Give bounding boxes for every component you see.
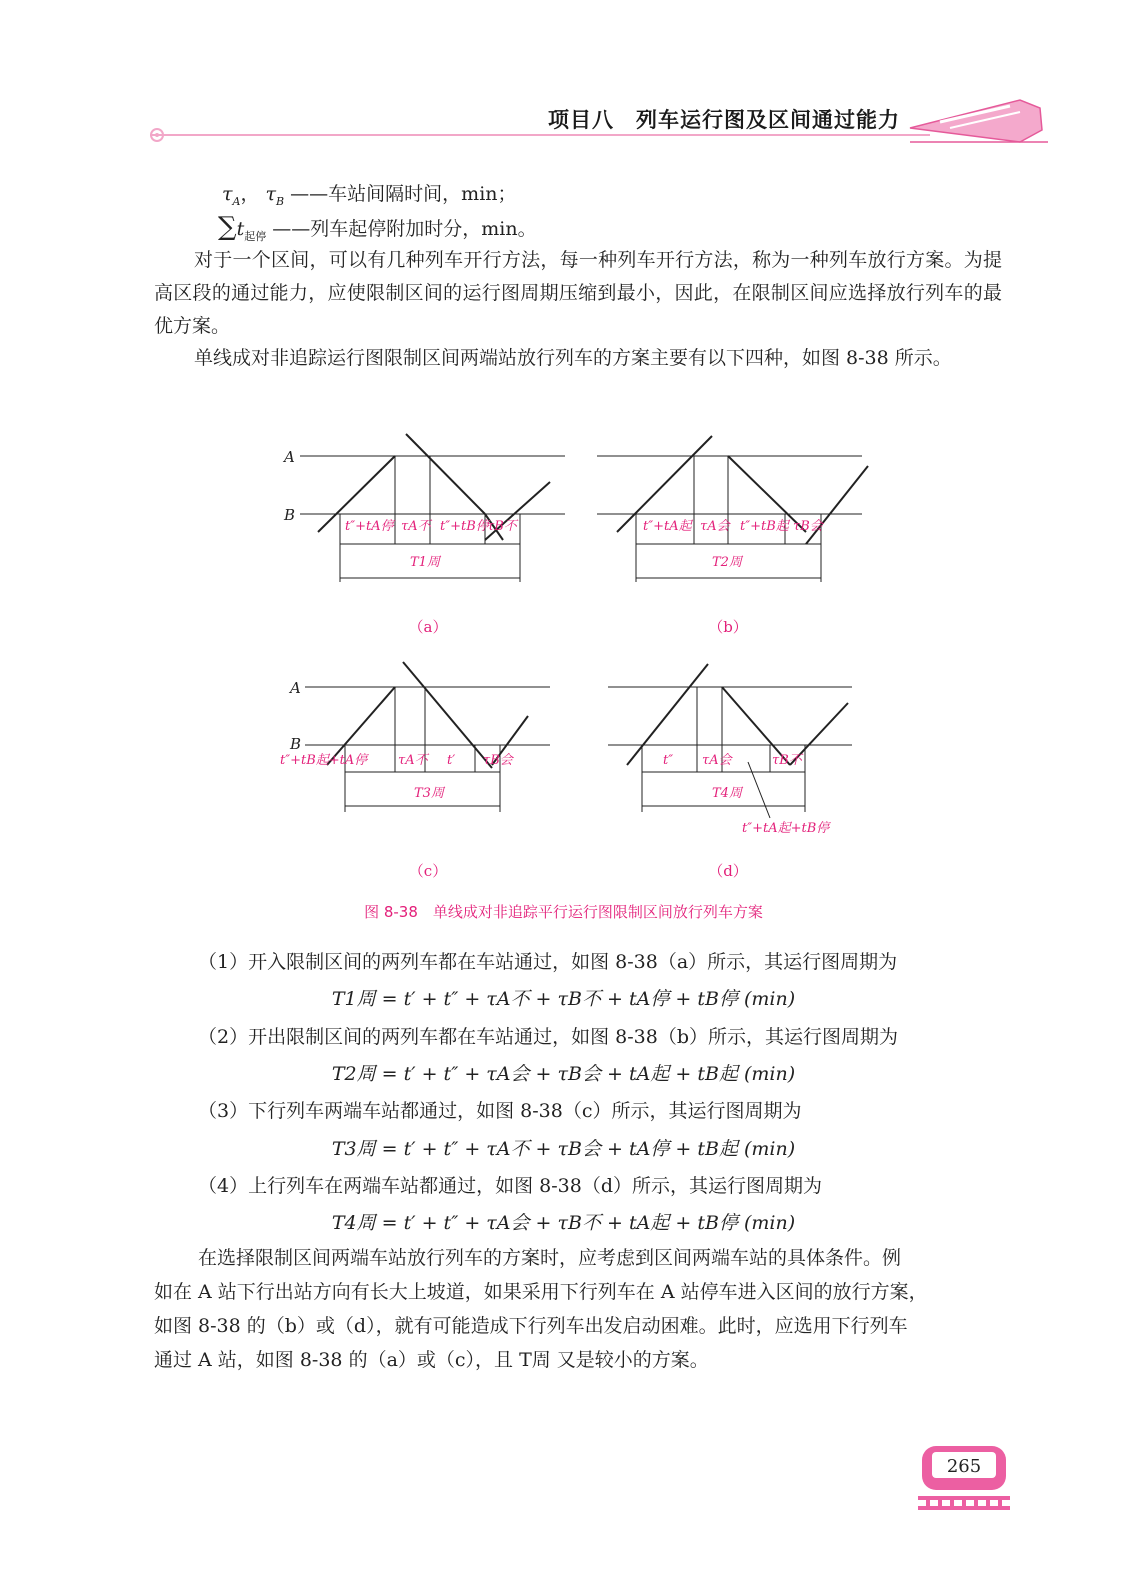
tau-b-symbol: τ — [265, 183, 277, 205]
tau-a-symbol: τ — [222, 183, 233, 205]
panel-b-seg3: t″+tB起 — [740, 519, 789, 534]
panel-d-seg1: t″ — [663, 753, 674, 768]
panel-d-label: （d） — [708, 862, 748, 880]
panel-a-seg2: τA不 — [401, 519, 431, 534]
figure-caption: 图 8-38 单线成对非追踪平行运行图限制区间放行列车方案 — [364, 903, 763, 921]
page-number: 265 — [946, 1456, 982, 1477]
panel-c-seg1: t″+tB起+tA停 — [280, 753, 368, 768]
closing-line-4: 通过 A 站，如图 8-38 的（a）或（c），且 T周 又是较小的方案。 — [154, 1349, 709, 1371]
formula-2: T2周 = t′ + t″ + τA会 + τB会 + tA起 + tB起 (min) — [331, 1063, 796, 1085]
formula-1: T1周 = t′ + t″ + τA不 + τB不 + tA停 + tB停 (min) — [331, 988, 796, 1010]
panel-c-seg3: t′ — [447, 753, 456, 768]
panel-a-seg4: τB不 — [487, 519, 517, 534]
panel-c-label: （c） — [408, 862, 448, 880]
formula-4: T4周 = t′ + t″ + τA会 + τB不 + tA起 + tB停 (min) — [331, 1212, 796, 1234]
panel-d-seg2: τA会 — [702, 753, 732, 768]
panel-b-seg4: τB会 — [793, 519, 823, 534]
closing-line-1: 在选择限制区间两端车站放行列车的方案时，应考虑到区间两端车站的具体条件。例 — [198, 1247, 902, 1269]
panel-c-seg4: τB会 — [483, 753, 513, 768]
panel-a-seg3: t″+tB停 — [440, 519, 489, 534]
t-symbol: t — [236, 218, 245, 240]
case-2: （2）开出限制区间的两列车都在车站通过，如图 8-38（b）所示，其运行图周期为 — [198, 1026, 898, 1048]
paragraph-2: 单线成对非追踪运行图限制区间两端站放行列车的方案主要有以下四种，如图 8-38 所示。 — [194, 347, 952, 369]
panel-c-station-a: A — [290, 679, 301, 697]
panel-b-seg1: t″+tA起 — [643, 519, 692, 534]
panel-b-label: （b） — [708, 618, 748, 636]
panel-a-station-b: B — [284, 506, 296, 524]
panel-b-period: T2周 — [712, 555, 742, 570]
closing-line-3: 如图 8-38 的（b）或（d），就有可能造成下行列车出发启动困难。此时，应选用下行列车 — [154, 1315, 908, 1337]
case-4: （4）上行列车在两端车站都通过，如图 8-38（d）所示，其运行图周期为 — [198, 1175, 822, 1197]
panel-a-label: （a） — [408, 618, 448, 636]
tau-a-subscript: A — [232, 194, 241, 208]
panel-c-period: T3周 — [414, 786, 444, 801]
tau-b-subscript: B — [276, 194, 285, 208]
paragraph-1: 对于一个区间，可以有几种列车开行方法，每一种列车开行方法，称为一种列车放行方案。为提高区段的通过能力，应使限制区间的运行图周期压缩到最小，因此，在限制区间应选择放行列车的最优方案。 — [154, 249, 1002, 337]
panel-d-seg4: t″+tA起+tB停 — [742, 821, 830, 836]
panel-a-seg1: t″+tA停 — [345, 519, 394, 534]
closing-line-2: 如在 A 站下行出站方向有长大上坡道，如果采用下行列车在 A 站停车进入区间的放行方案， — [154, 1281, 928, 1303]
panel-a-period: T1周 — [410, 555, 440, 570]
formula-3: T3周 = t′ + t″ + τA不 + τB会 + tA停 + tB起 (min) — [331, 1138, 796, 1160]
panel-a-station-a: A — [284, 448, 295, 466]
panel-b-seg2: τA会 — [700, 519, 730, 534]
sum-description: ——列车起停附加时分，min。 — [272, 218, 537, 240]
t-subscript: 起停 — [244, 229, 267, 243]
tau-definition: $\tau_A$， $\tau_B$ ——车站间隔时间，min； — [222, 183, 517, 208]
chapter-title: 项目八 列车运行图及区间通过能力 — [548, 108, 900, 132]
panel-d-seg3: τB不 — [772, 753, 802, 768]
panel-c-seg2: τA不 — [398, 753, 428, 768]
page-badge-train-icon — [918, 1438, 1010, 1516]
figure-8-38 — [0, 420, 1127, 900]
tau-description: ——车站间隔时间，min； — [290, 183, 517, 205]
sum-symbol: ∑ — [218, 212, 237, 242]
panel-d-period: T4周 — [712, 786, 742, 801]
case-1: （1）开入限制区间的两列车都在车站通过，如图 8-38（a）所示，其运行图周期为 — [198, 951, 898, 973]
case-3: （3）下行列车两端车站都通过，如图 8-38（c）所示，其运行图周期为 — [198, 1100, 802, 1122]
panel-c-station-b: B — [290, 735, 302, 753]
